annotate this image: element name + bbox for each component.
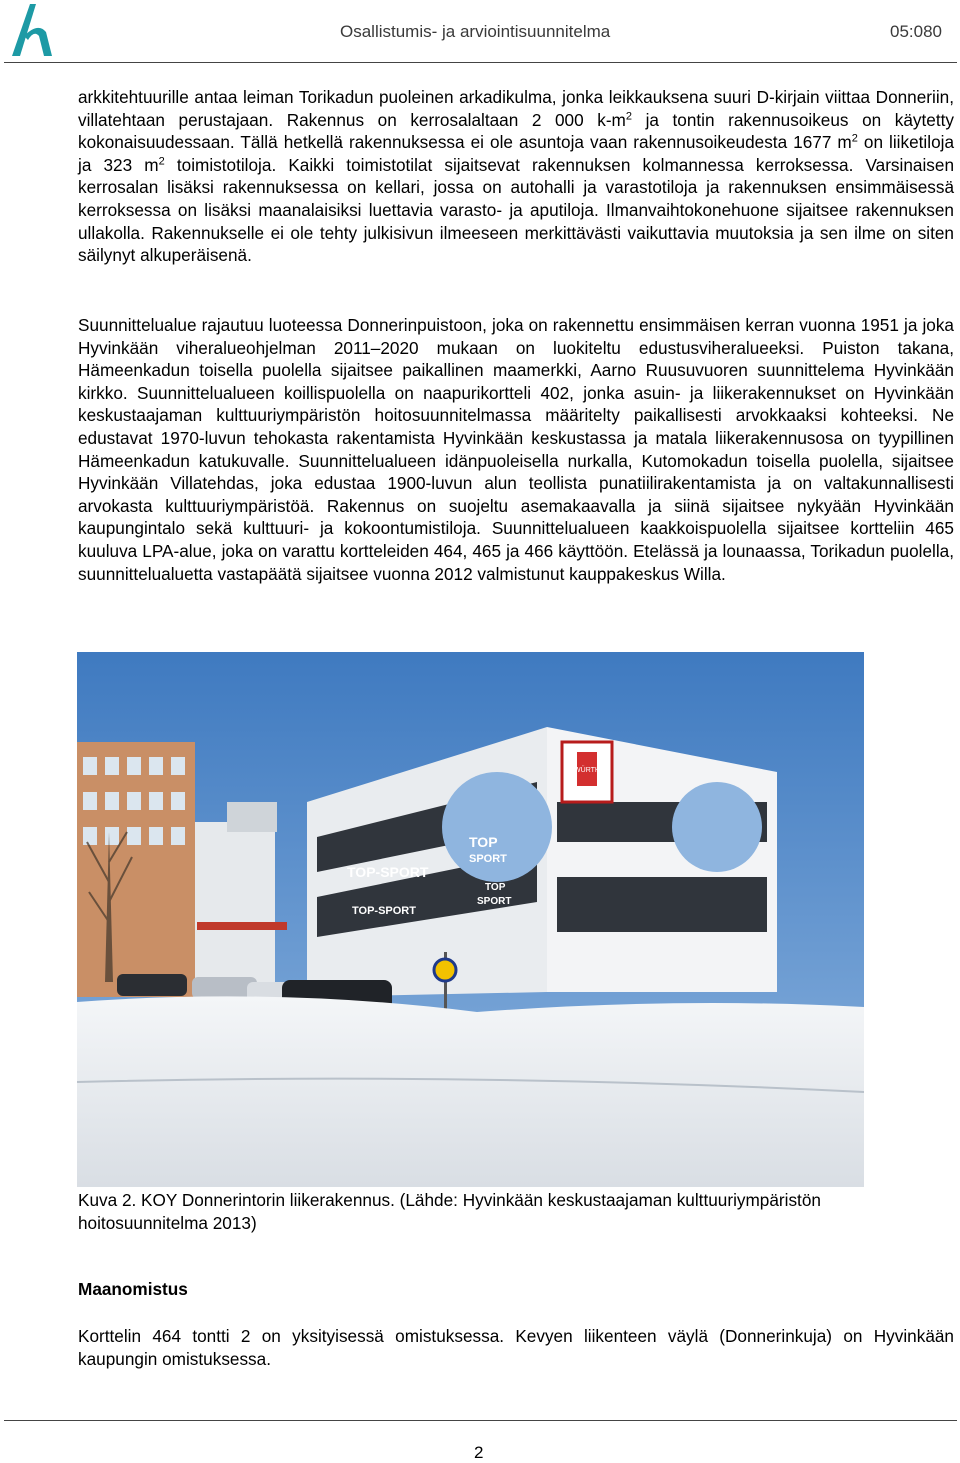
figure-caption: Kuva 2. KOY Donnerintorin liikerakennus. (Lähde: Hyvinkään keskustaajaman kulttuuriympäristön hoitosuunnitelma 2013): [78, 1190, 821, 1233]
paragraph-building-part-3: on liiketiloja ja 323 m: [78, 132, 955, 175]
superscript-2: 2: [625, 109, 632, 122]
sign-top-right: TOP: [485, 882, 506, 893]
paragraph-building-part-2: ja tontin rakennusoikeus on käytetty kokonaisuudessaan. Tällä hetkellä rakennuksessa ei ole asuntoja vaan rakennusoikeudesta 1677 m: [78, 109, 954, 153]
header-divider: [4, 62, 957, 63]
page-number: 2: [474, 1443, 484, 1462]
sign-sport-left: SPORT: [469, 853, 507, 865]
sign-wurth: WÜRTH: [574, 767, 600, 774]
document-title: Osallistumis- ja arviointisuunnitelma: [340, 22, 611, 41]
paragraph-building: [78, 86, 954, 267]
document-code: 05:080: [890, 22, 942, 41]
paragraph-building-part-4: toimistotiloja. Kaikki toimistotilat sijaitsevat rakennuksen kolmannessa kerroksessa. Varsinaisen kerrosalan lisäksi rakennuksessa on kellari, jossa on autohalli ja varastotiloja ja rakennuksen ensimmäisessä kerroksessa on lisäksi maanalaisiksi luettavia varasto- ja aputiloja. Ilmanvaihtokonehuone sijaitsee rakennuksen ullakolla. Rakennukselle ei ole tehty julkisivun ilmeeseen merkittävästi vaikuttavia muutoksia ja sen ilme on siten säilynyt alkuperäisenä.: [78, 154, 954, 266]
logo-right-stroke: [24, 28, 52, 56]
superscript-2: 2: [158, 155, 165, 168]
footer-divider: [4, 1420, 957, 1421]
superscript-2: 2: [851, 132, 858, 145]
sign-topsport-lower: TOP-SPORT: [352, 905, 416, 917]
section-heading: Maanomistus: [78, 1279, 188, 1299]
paragraph-building-part-1: arkkitehtuurille antaa leiman Torikadun puoleinen arkadikulma, jonka leikkauksena suuri D-kirjain viittaa Donneriin, villatehtaan perustajaan. Rakennus on kerrosalaltaan 2 000 k-m: [78, 87, 954, 130]
sign-top-left: TOP: [469, 834, 498, 850]
building-photo: [77, 652, 864, 1187]
sign-topsport-upper: TOP-SPORT: [347, 864, 429, 880]
hyvinkaa-logo: [6, 2, 64, 58]
arcade-arch: [442, 772, 552, 882]
snow-ground: [77, 996, 864, 1187]
paragraph-surroundings: Suunnittelualue rajautuu luoteessa Donnerinpuistoon, joka on rakennettu ensimmäisen kerran vuonna 1951 ja joka Hyvinkään viheralueohjelman 2011–2020 mukaan on luokiteltu edustusviheralueeksi. Puiston takana, Hämeenkadun toisella puolella sijaitsee paikallinen maamerkki, Aarno Ruusuvuoren suunnittelema Hyvinkään kirkko. Suunnittelualueen koillispuolella on naapurikortteli 402, jonka asuin- ja liikerakennukset on Hyvinkään keskustaajaman kulttuuriympäristön hoitosuunnitelmassa määritelty paikallisesti arvokkaaksi kohteeksi. Ne edustavat 1970-luvun tehokasta rakentamista Hyvinkään keskustassa ja matala liikerakennusosa on tyypillinen Hämeenkadun katukuvalle. Suunnittelualueen idänpuoleisella nurkalla, Kutomokadun toisella puolella, sijaitsee Hyvinkään Villatehdas, joka edustaa 1900-luvun alun teollista punatiilirakentamista ja on valtakunnallisesti arvokasta kulttuuriympäristöä. Rakennus on suojeltu asemakaavalla ja siinä sijaitsee nykyään Hyvinkään kaupungintalo sekä kulttuuri- ja kokoontumistiloja. Suunnittelualueen kaakkoispuolella sijaitsee kortteliin 465 kuuluva LPA-alue, joka on varattu kortteleiden 464, 465 ja 466 käyttöön. Etelässä ja lounaassa, Torikadun puolella, suunnittelualuetta vastapäätä sijaitsee vuonna 2012 valmistunut kauppakeskus Willa.: [78, 315, 954, 584]
sign-sport-right: SPORT: [477, 896, 512, 907]
section-body: Korttelin 464 tontti 2 on yksityisessä omistuksessa. Kevyen liikenteen väylä (Donnerinkuja) on Hyvinkään kaupungin omistuksessa.: [78, 1326, 954, 1369]
